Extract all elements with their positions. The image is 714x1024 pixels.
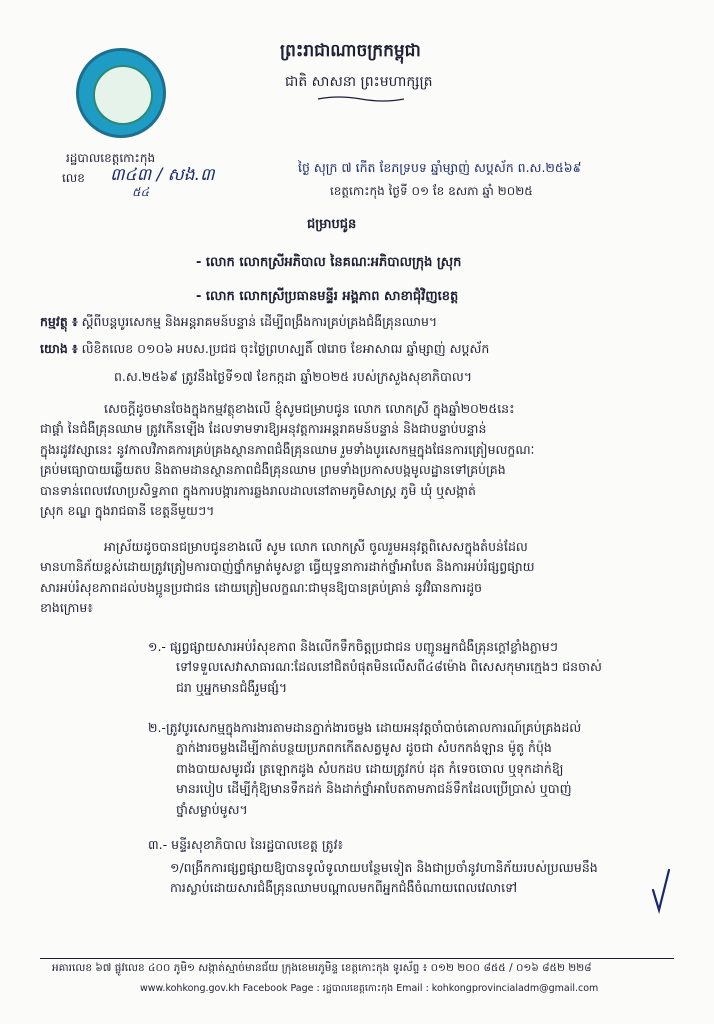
body-paragraph-1: [40, 399, 680, 521]
paragraph-line: គ្រប់មធ្យោបាយឆ្លើយតប និងតាមដានស្ថានភាពជំងឺគ្រុនឈាម ព្រមទាំងប្រកាសបង្កមូលដ្ឋានទៅគ្រប់គ្រង: [40, 462, 506, 478]
subject-text: ស្តីពីបន្តបូរសេកម្ម និងអន្តរាគមន៍បន្ទាន់ ដើម្បីពង្រឹងការគ្រប់គ្រងជំងឺគ្រុនឈាម។: [81, 314, 438, 329]
anchor-emblem-icon: [93, 65, 153, 125]
gregorian-date: ខេត្តកោះកុង ថ្ងៃទី ០១ ខែ ឧសភា ឆ្នាំ ២០២៥: [330, 184, 533, 198]
reference-text-2: ព.ស.២៥៦៩ ត្រូវនឹងថ្ងៃទី១៧ ខែកក្កដា ឆ្នាំ២០២៥ របស់ក្រសួងសុខាភិបាល។: [114, 369, 473, 384]
measure-item-3: [170, 858, 670, 899]
body-paragraph-2: [40, 537, 680, 619]
item-line: ភ្នាក់ងារចម្លងដើម្បីកាត់បន្ថយប្រភពកកើតសត្វមូស ដូចជា សំបកកង់ឡាន ម៉ូតូ កំប៉ុង: [176, 740, 552, 756]
national-motto: ជាតិ សាសនា ព្រះមហាក្សត្រ: [285, 74, 433, 90]
ref-number: ៣៤៣ / សង.៣: [110, 165, 215, 185]
item-line: ជរា ឬអ្នកមានជំងឺរួមផ្សំ។: [176, 679, 288, 695]
paragraph-line: អាស្រ័យដូចបានជម្រាបជូនខាងលើ សូម លោក លោកស្រី ចូលរួមអនុវត្តពិសេសក្នុងតំបន់ដែល: [104, 539, 528, 554]
item-line: ១.- ផ្សព្វផ្សាយសារអប់រំសុខភាព និងលើកទឹកចិត្តប្រជាជន បញ្ជូនអ្នកជំងឺគ្រុនក្តៅខ្លាំងភ្លាមៗ: [148, 639, 558, 654]
ref-subnumber: ៥៤: [132, 185, 149, 199]
recipient-item: - លោក លោកស្រីអភិបាល នៃគណៈអភិបាលក្រុង ស្រុក: [196, 255, 462, 270]
recipient-item: - លោក លោកស្រីប្រធានមន្ទីរ អង្គភាព សាខាជុំវិញខេត្ត: [196, 289, 459, 304]
subject-line: [40, 314, 437, 333]
measure-item-3-heading: ៣.- មន្ទីរសុខាភិបាល នៃរដ្ឋបាលខេត្ត ត្រូវ៖: [148, 837, 344, 852]
reference-label: យោង ៖: [40, 341, 78, 356]
paragraph-line: សារអប់រំសុខភាពដល់បងប្អូនប្រជាជន ដោយត្រៀមលក្ខណៈជាមុនឱ្យបានគ្រប់គ្រាន់ នូវវិធានការដូច: [40, 579, 483, 595]
item-line: ២.-ត្រូវបូរសេកម្មក្នុងការងារតាមដានភ្នាក់ងារចម្លង ដោយអនុវត្តចាំបាច់គោលការណ៍គ្រប់គ្រងដល់: [148, 720, 582, 735]
reference-text-1: លិខិតលេខ ០១០៦ អបស.ប្រជជ ចុះថ្ងៃព្រហស្បតិ៍ ៧រោច ខែអាសាឍ ឆ្នាំម្សាញ់ សប្តស័ក: [81, 341, 490, 356]
paragraph-line: ជាផ្តាំ នៃជំងឺគ្រុនឈាម ត្រូវកើនឡើង ដែលទាមទារឱ្យអនុវត្តការអន្តរាគមន៍បន្ទាន់ និងជាបន្ទាប់បន្ទាន់: [40, 421, 487, 437]
checkmark-icon: [650, 868, 672, 914]
paragraph-line: បានទាន់ពេលវេលាប្រសិទ្ធភាព ក្នុងការបង្ការការឆ្លងរាលដាលនៅតាមភូមិសាស្ត្រ ភូមិ ឃុំ ឬសង្កាត់: [40, 482, 476, 498]
reference-line: [40, 341, 489, 360]
measure-item-2: [148, 718, 688, 820]
measure-item-1: [148, 637, 688, 698]
kingdom-heading: ព្រះរាជាណាចក្រកម្ពុជា: [280, 41, 421, 61]
paragraph-line: ខាងក្រោម៖: [40, 600, 93, 616]
item-line: មានរបៀប ដើម្បីកុំឱ្យមានទឹកដក់ និងដាក់ថ្នាំអាបែតតាមភាជន៍ទឹកដែលប្រើប្រាស់ ឬបាញ់: [176, 781, 572, 797]
ornament-divider-icon: [316, 95, 406, 103]
footer-contacts: www.kohkong.gov.kh Facebook Page : រដ្ឋបាលខេត្តកោះកុង Email : kohkongprovincialadm@gmail.com: [140, 983, 599, 994]
item-line: ទៅទទួលសេវាសាធារណៈដែលនៅជិតបំផុតមិនលើសពី៤៨ម៉ោង ពិសេសកុមារក្មេងៗ ជនចាស់: [176, 659, 602, 675]
paragraph-line: ក្នុងរដូវវស្សានេះ នូវកាលវិភាគការគ្រប់គ្រងស្ថានភាពជំងឺគ្រុនឈាម រួមទាំងបូរសេកម្មក្នុងផែនការត្រៀមលក្ខណៈ: [40, 441, 535, 457]
provincial-seal-icon: [76, 48, 166, 138]
lunar-date: ថ្ងៃ សុក្រ ៧ កើត ខែភទ្របទ ឆ្នាំម្សាញ់ សប្តស័ក ព.ស.២៥៦៩: [298, 160, 582, 175]
sender-agency: រដ្ឋបាលខេត្តកោះកុង: [66, 151, 156, 165]
ref-prefix: លេខ: [62, 171, 85, 185]
footer-address: អគារលេខ ៦៧ ផ្លូវលេខ ៤០០ ភូមិ១ សង្កាត់ស្មាច់មានជ័យ ក្រុងខេមរភូមិន្ទ ខេត្តកោះកុង ទូរស័ព្ទ ៖ ០១២ ២០០ ៨៥៥ / ០១៦ ៨៥២ ២២៨: [52, 962, 592, 974]
item-line: ពាងបាយសមូរជ័រ ត្រឡោកដូង សំបកដប ដោយត្រូវកប់ ដុត កំទេចចោល ឬទុកដាក់ឱ្យ: [176, 760, 564, 776]
item-line: ថ្នាំសម្លាប់មូស។: [176, 801, 248, 817]
footer-divider: [40, 958, 674, 959]
recipient-heading: ជម្រាបជូន: [307, 217, 357, 232]
paragraph-line: សេចក្តីដូចមានចែងក្នុងកម្មវត្ថុខាងលើ ខ្ញុំសូមជម្រាបជូន លោក លោកស្រី ក្នុងឆ្នាំ២០២៥នេះ: [104, 401, 515, 416]
paragraph-line: មានហានិភ័យខ្ពស់ដោយត្រូវត្រៀមការបាញ់ថ្នាំកម្ចាត់មូសខ្លា ធ្វើយុទ្ធនាការដាក់ថ្នាំអាបែត និងការអប់រំផ្សព្វផ្សាយ: [40, 559, 535, 575]
item-line: ការស្លាប់ដោយសារជំងឺគ្រុនឈាមបណ្តាលមកពីអ្នកជំងឺចំណាយពេលវេលាទៅ: [170, 880, 518, 896]
paragraph-line: ស្រុក ខណ្ឌ ក្នុងរាជធានី ខេត្តនីមួយៗ។: [40, 503, 215, 519]
item-line: ១/ពង្រីកការផ្សព្វផ្សាយឱ្យបានទូលំទូលាយបន្ថែមទៀត និងជាប្រចាំនូវហានិភ័យរបស់ប្រឈមនឹង: [170, 860, 598, 875]
subject-label: កម្មវត្ថុ ៖: [40, 314, 78, 329]
